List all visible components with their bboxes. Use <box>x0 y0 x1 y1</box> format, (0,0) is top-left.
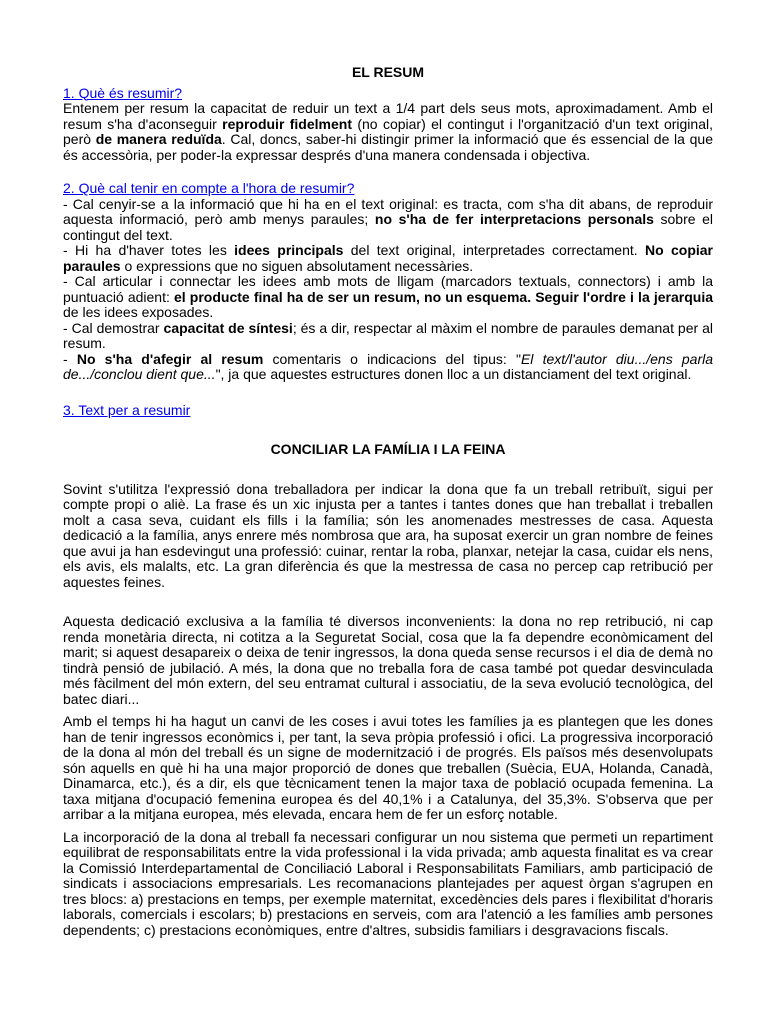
document-page <box>63 63 713 938</box>
text-span: - Cal articular i connectar les idees amb mots de lligam (marcadors textuals, connectors) i amb la puntuació adient: <box>63 273 713 305</box>
text-span: - <box>63 350 77 367</box>
text-paragraph: La incorporació de la dona al treball fa necessari configurar un nou sistema que permeti un repartiment equilibrat de responsabilitats entre la vida professional i la vida privada; amb aquesta finalitat es va crear la Comissió Interdepartamental de Conciliació Laboral i Responsabilitats Familiars, amb participació de sindicats i associacions empresarials. Les recomanacions plantejades per aquest òrgan s'agrupen en tres blocs: a) prestacions en temps, per exemple maternitat, excedències dels pares i flexibilitat d'horaris laborals, comercials i escolars; b) prestacions en serveis, com ara l'atenció a les famílies amb persones dependents; c) prestacions econòmiques, entre d'altres, subsidis familiars i desgravacions fiscals. <box>63 828 713 938</box>
bold-phrase: capacitat de síntesi <box>163 319 293 336</box>
section2-item <box>63 321 713 352</box>
section1-heading[interactable]: 1. Què és resumir? <box>63 84 183 101</box>
section2-item <box>63 243 713 274</box>
text-span: sobre el contingut del text. <box>63 211 714 243</box>
section3-heading[interactable]: 3. Text per a resumir <box>63 401 191 418</box>
text-span: ; és a dir, respectar al màxim el nombre de paraules demanat per al resum. <box>63 319 713 351</box>
text-span: - Cal cenyir-se a la informació que hi ha en el text original: es tracta, com s'ha dit abans, de reproduir aquesta informació, però amb menys paraules; <box>63 195 713 227</box>
bold-phrase: Seguir l'ordre i la jerarquia <box>535 288 713 305</box>
text-paragraph: Aquesta dedicació exclusiva a la família té diversos inconvenients: la dona no rep retribució, ni cap renda monetària directa, ni cotitza a la Seguretat Social, cosa que la fa dependre econòmicament del marit; si aquest desapareix o deixa de tenir ingressos, la dona queda sense recursos i el dia de demà no tindrà pensió de jubilació. A més, la dona que no treballa fora de casa també pot quedar desvinculada més fàcilment del món extern, del seu entramat cultural i associatiu, de la seva evolució tecnològica, del batec diari... <box>63 613 713 707</box>
text-span: . Cal, doncs, saber-hi distingir primer la informació que és essencial de la que és accessòria, per poder-la expressar després d'una manera condensada i objectiva. <box>63 131 713 163</box>
text-span: de les idees exposades. <box>63 304 214 320</box>
text-paragraph: Amb el temps hi ha hagut un canvi de les coses i avui totes les famílies ja es plantegen que les dones han de tenir ingressos econòmics i, per tant, la seva pròpia professió i ofici. La progressiva incorporació de la dona al món del treball és un signe de modernització i de progrés. Els països més desenvolupats són aquells en què hi ha una major proporció de dones que treballen (Suècia, EUA, Holanda, Canadà, Dinamarca, etc.), és a dir, els que tècnicament tenen la major taxa de població ocupada femenina. La taxa mitjana d'ocupació femenina europea és del 40,1% i a Catalunya, del 35,3%. S'observa que per arribar a la mitjana europea, més elevada, encara hem de fer un esforç notable. <box>63 713 713 822</box>
section2-heading[interactable]: 2. Què cal tenir en compte a l'hora de resumir? <box>63 180 355 196</box>
text-paragraph: Sovint s'utilitza l'expressió dona treballadora per indicar la dona que fa un treball retribuït, sigui per compte propi o aliè. La frase és un xic injusta per a tantes i tantes dones que han treballat i treballen molt a casa seva, cuidant els fills i la família; són les anomenades mestresses de casa. Aquesta dedicació a la família, anys enrere més nombrosa que ara, ha suposat exercir un gran nombre de feines que avui ja han esdevingut una professió: cuinar, rentar la roba, planxar, netejar la casa, cuidar els nens, els avis, els malalts, etc. La gran diferència és que la mestressa de casa no percep cap retribució per aquestes feines. <box>63 480 713 590</box>
bold-phrase: el producte final ha de ser un resum, no un esquema. <box>174 288 532 305</box>
bold-phrase: de manera reduïda <box>95 131 222 147</box>
text-span: (no copiar) el contingut i l'organització d'un text original, però <box>63 115 713 147</box>
text-span: - Cal demostrar <box>63 319 164 336</box>
text-span: del text original, interpretades correctament. <box>343 242 645 258</box>
document-title: EL RESUM <box>351 64 425 80</box>
section2-item <box>63 274 713 321</box>
bold-phrase: reproduir fidelment <box>222 115 352 132</box>
section1-paragraph <box>63 101 713 163</box>
bold-phrase: No copiar paraules <box>63 242 713 274</box>
text-span: ", ja que aquestes estructures donen lloc a un distanciament del text original. <box>215 366 692 382</box>
text-span: o expressions que no siguen absolutament necessàries. <box>120 257 474 274</box>
text-span: - Hi ha d'haver totes les <box>63 242 235 258</box>
bold-phrase: No s'ha d'afegir al resum <box>76 350 264 367</box>
bold-phrase: idees principals <box>234 242 344 258</box>
section2-item <box>63 352 713 383</box>
text-span: Entenem per resum la capacitat de reduir un text a 1/4 part dels seus mots, aproximadament. Amb el resum s'ha d'aconseguir <box>63 100 713 132</box>
section2-item <box>63 197 713 244</box>
bold-phrase: no s'ha de fer interpretacions personals <box>374 211 654 227</box>
italic-phrase: El text/l'autor diu.../ens parla de.../conclou dient que... <box>63 350 714 382</box>
text-span: comentaris o indicacions del tipus: " <box>263 350 521 367</box>
text-title: CONCILIAR LA FAMÍLIA I LA FEINA <box>270 441 506 457</box>
